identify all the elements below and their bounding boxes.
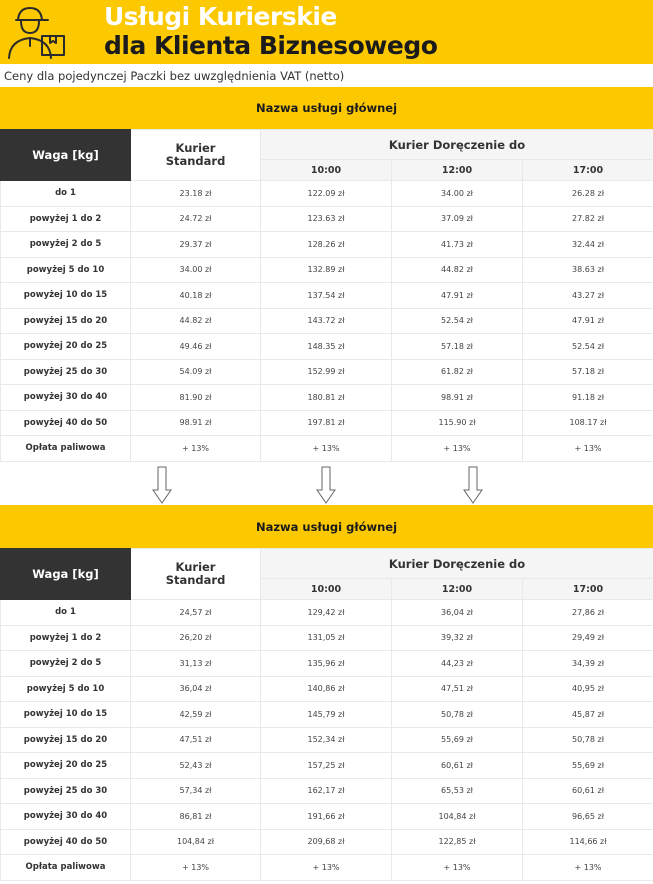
price-cell: 131,05 zł: [261, 625, 392, 651]
price-cell: 197.81 zł: [261, 410, 392, 436]
price-cell: 43.27 zł: [523, 283, 653, 309]
price-cell: 24.72 zł: [131, 206, 261, 232]
price-cell: + 13%: [261, 436, 392, 462]
weight-range-cell: do 1: [1, 181, 131, 207]
price-cell: 152,34 zł: [261, 727, 392, 753]
price-cell: 108.17 zł: [523, 410, 653, 436]
price-cell: 135,96 zł: [261, 651, 392, 677]
down-arrow-icon: [152, 466, 172, 504]
price-cell: 148.35 zł: [261, 334, 392, 360]
price-cell: 86,81 zł: [131, 804, 261, 830]
price-cell: 81.90 zł: [131, 385, 261, 411]
standard-column-header: [131, 549, 261, 600]
service-name: Nazwa usługi głównej: [255, 519, 398, 534]
price-cell: + 13%: [261, 855, 392, 881]
weight-range-cell: powyżej 10 do 15: [1, 702, 131, 728]
service-name-bar: [0, 505, 653, 548]
price-cell: 143.72 zł: [261, 308, 392, 334]
weight-range-cell: powyżej 40 do 50: [1, 410, 131, 436]
service-name-bar: [0, 87, 653, 129]
table-row: [1, 283, 653, 309]
price-cell: 123.63 zł: [261, 206, 392, 232]
price-cell: 96,65 zł: [523, 804, 653, 830]
standard-header-line2: Standard: [165, 154, 226, 168]
price-cell: 140,86 zł: [261, 676, 392, 702]
price-cell: + 13%: [523, 855, 653, 881]
price-cell: 27,86 zł: [523, 600, 653, 626]
table-row: [1, 359, 653, 385]
weight-range-cell: powyżej 15 do 20: [1, 727, 131, 753]
table-row: [1, 257, 653, 283]
weight-range-cell: powyżej 25 do 30: [1, 359, 131, 385]
table-row: [1, 676, 653, 702]
price-cell: 50,78 zł: [523, 727, 653, 753]
table-row: [1, 410, 653, 436]
weight-range-cell: powyżej 1 do 2: [1, 206, 131, 232]
weight-range-cell: powyżej 15 do 20: [1, 308, 131, 334]
price-cell: 57.18 zł: [523, 359, 653, 385]
table-row: [1, 385, 653, 411]
weight-range-cell: powyżej 5 do 10: [1, 676, 131, 702]
table-row: [1, 778, 653, 804]
price-cell: 145,79 zł: [261, 702, 392, 728]
price-cell: 98.91 zł: [131, 410, 261, 436]
header-banner: [0, 0, 653, 64]
weight-range-cell: powyżej 40 do 50: [1, 829, 131, 855]
price-cell: 57.18 zł: [392, 334, 523, 360]
hour-header: 10:00: [261, 160, 392, 181]
price-cell: 39,32 zł: [392, 625, 523, 651]
table-row: [1, 753, 653, 779]
price-cell: 104,84 zł: [131, 829, 261, 855]
price-cell: 50,78 zł: [392, 702, 523, 728]
service-name: Nazwa usługi głównej: [255, 101, 398, 115]
price-cell: 115.90 zł: [392, 410, 523, 436]
table-row: [1, 308, 653, 334]
price-cell: + 13%: [523, 436, 653, 462]
price-cell: 24,57 zł: [131, 600, 261, 626]
weight-column-header: Waga [kg]: [1, 549, 131, 600]
price-cell: 47.91 zł: [523, 308, 653, 334]
price-cell: 114,66 zł: [523, 829, 653, 855]
price-cell: 52,43 zł: [131, 753, 261, 779]
table-body: [1, 600, 653, 881]
page-title-line2: dla Klienta Biznesowego: [104, 31, 438, 60]
table-body: [1, 181, 653, 462]
price-cell: 55,69 zł: [392, 727, 523, 753]
price-cell: + 13%: [392, 436, 523, 462]
price-cell: 40.18 zł: [131, 283, 261, 309]
weight-range-cell: do 1: [1, 600, 131, 626]
table-row: [1, 702, 653, 728]
price-cell: 137.54 zł: [261, 283, 392, 309]
price-cell: 52.54 zł: [523, 334, 653, 360]
price-cell: 37.09 zł: [392, 206, 523, 232]
table-row: [1, 436, 653, 462]
price-cell: 32.44 zł: [523, 232, 653, 258]
price-cell: 31,13 zł: [131, 651, 261, 677]
table-row: [1, 181, 653, 207]
delivery-column-header: Kurier Doręczenie do: [261, 549, 653, 579]
price-cell: 49.46 zł: [131, 334, 261, 360]
price-table: [0, 548, 653, 881]
weight-column-header: Waga [kg]: [1, 130, 131, 181]
price-cell: 54.09 zł: [131, 359, 261, 385]
standard-header-line1: Kurier: [175, 560, 216, 574]
price-cell: 157,25 zł: [261, 753, 392, 779]
price-cell: 132.89 zł: [261, 257, 392, 283]
price-cell: 36,04 zł: [131, 676, 261, 702]
price-cell: 29,49 zł: [523, 625, 653, 651]
price-cell: 191,66 zł: [261, 804, 392, 830]
price-cell: 152.99 zł: [261, 359, 392, 385]
delivery-column-header: Kurier Doręczenie do: [261, 130, 653, 160]
standard-header-line1: Kurier: [175, 141, 216, 155]
weight-range-cell: Opłata paliwowa: [1, 436, 131, 462]
price-cell: 55,69 zł: [523, 753, 653, 779]
price-cell: 44.82 zł: [131, 308, 261, 334]
weight-range-cell: powyżej 20 do 25: [1, 753, 131, 779]
hour-header: 12:00: [392, 160, 523, 181]
price-cell: 60,61 zł: [392, 753, 523, 779]
price-cell: 52.54 zł: [392, 308, 523, 334]
price-cell: 41.73 zł: [392, 232, 523, 258]
price-cell: 44,23 zł: [392, 651, 523, 677]
table-row: [1, 829, 653, 855]
page-title-line1: Usługi Kurierskie: [104, 2, 337, 31]
price-cell: 34,39 zł: [523, 651, 653, 677]
table-row: [1, 232, 653, 258]
price-cell: 209,68 zł: [261, 829, 392, 855]
price-cell: 27.82 zł: [523, 206, 653, 232]
table-row: [1, 651, 653, 677]
price-cell: 26.28 zł: [523, 181, 653, 207]
price-cell: 180.81 zł: [261, 385, 392, 411]
price-cell: 26,20 zł: [131, 625, 261, 651]
weight-range-cell: powyżej 1 do 2: [1, 625, 131, 651]
price-cell: 45,87 zł: [523, 702, 653, 728]
price-cell: 128.26 zł: [261, 232, 392, 258]
price-cell: 36,04 zł: [392, 600, 523, 626]
price-cell: 47.91 zł: [392, 283, 523, 309]
price-cell: 60,61 zł: [523, 778, 653, 804]
price-cell: 44.82 zł: [392, 257, 523, 283]
price-cell: 34.00 zł: [392, 181, 523, 207]
price-cell: 38.63 zł: [523, 257, 653, 283]
courier-with-package-icon: [4, 2, 68, 60]
price-cell: 61.82 zł: [392, 359, 523, 385]
standard-header-line2: Standard: [165, 573, 226, 587]
weight-range-cell: powyżej 20 do 25: [1, 334, 131, 360]
price-cell: + 13%: [131, 436, 261, 462]
price-cell: 98.91 zł: [392, 385, 523, 411]
price-cell: 122,85 zł: [392, 829, 523, 855]
price-cell: 47,51 zł: [392, 676, 523, 702]
weight-range-cell: powyżej 10 do 15: [1, 283, 131, 309]
price-cell: + 13%: [131, 855, 261, 881]
hour-header: 17:00: [523, 579, 653, 600]
hour-header: 10:00: [261, 579, 392, 600]
table-row: [1, 206, 653, 232]
price-cell: + 13%: [392, 855, 523, 881]
price-cell: 122.09 zł: [261, 181, 392, 207]
table-row: [1, 855, 653, 881]
weight-range-cell: powyżej 5 do 10: [1, 257, 131, 283]
price-cell: 91.18 zł: [523, 385, 653, 411]
weight-range-cell: powyżej 25 do 30: [1, 778, 131, 804]
price-cell: 47,51 zł: [131, 727, 261, 753]
table-row: [1, 600, 653, 626]
hour-header: 12:00: [392, 579, 523, 600]
table-row: [1, 804, 653, 830]
price-cell: 40,95 zł: [523, 676, 653, 702]
weight-range-cell: Opłata paliwowa: [1, 855, 131, 881]
weight-range-cell: powyżej 30 do 40: [1, 385, 131, 411]
down-arrow-icon: [463, 466, 483, 504]
price-cell: 34.00 zł: [131, 257, 261, 283]
weight-range-cell: powyżej 30 do 40: [1, 804, 131, 830]
price-table: [0, 129, 653, 462]
price-cell: 65,53 zł: [392, 778, 523, 804]
table-row: [1, 625, 653, 651]
price-note: Ceny dla pojedynczej Paczki bez uwzględnienia VAT (netto): [4, 69, 345, 83]
price-cell: 104,84 zł: [392, 804, 523, 830]
weight-range-cell: powyżej 2 do 5: [1, 232, 131, 258]
table-row: [1, 727, 653, 753]
down-arrow-icon: [316, 466, 336, 504]
price-cell: 57,34 zł: [131, 778, 261, 804]
price-cell: 29.37 zł: [131, 232, 261, 258]
hour-header: 17:00: [523, 160, 653, 181]
price-cell: 162,17 zł: [261, 778, 392, 804]
table-row: [1, 334, 653, 360]
price-cell: 129,42 zł: [261, 600, 392, 626]
weight-range-cell: powyżej 2 do 5: [1, 651, 131, 677]
price-cell: 42,59 zł: [131, 702, 261, 728]
price-cell: 23.18 zł: [131, 181, 261, 207]
standard-column-header: [131, 130, 261, 181]
